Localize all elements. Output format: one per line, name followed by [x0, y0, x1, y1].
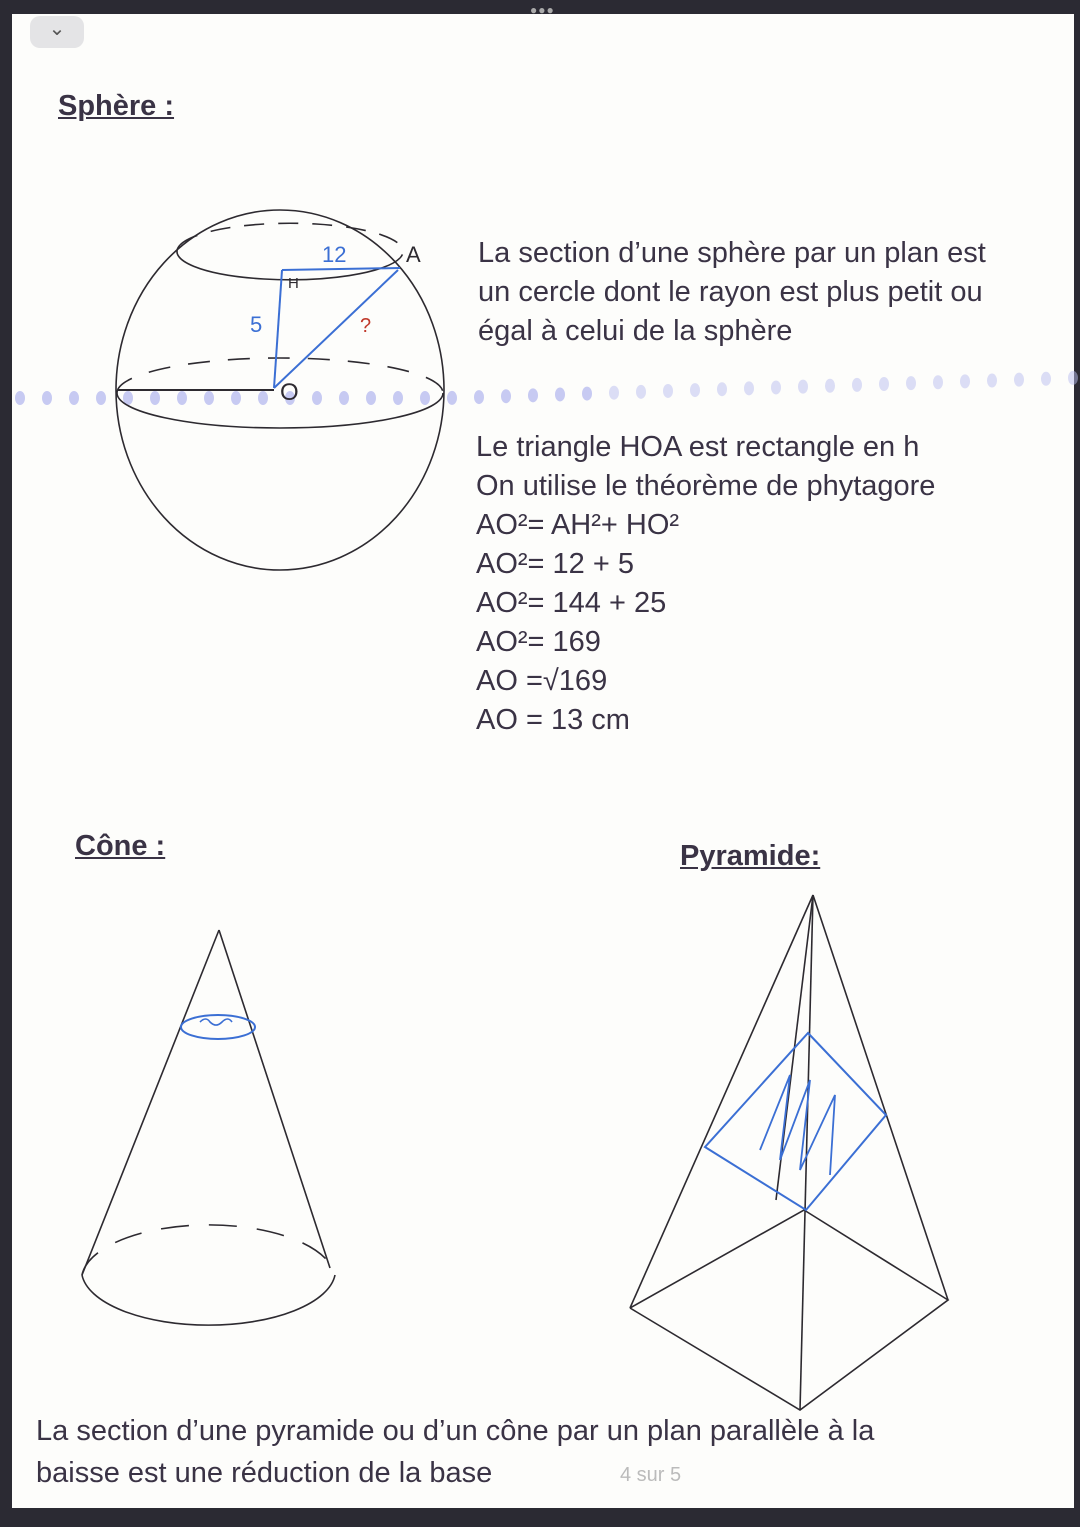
scan-dot: [528, 388, 538, 402]
label-a: A: [406, 242, 421, 267]
pyramid-heading: Pyramide:: [680, 840, 821, 872]
label-o: O: [280, 379, 299, 406]
scan-dot: [69, 391, 79, 405]
scan-dot: [258, 391, 268, 405]
scan-dot: [906, 376, 916, 390]
equation-line: AO²= 144 + 25: [476, 587, 667, 619]
scan-dot: [798, 380, 808, 394]
chevron-down-icon: ⌄: [48, 18, 66, 40]
scan-dot: [150, 391, 160, 405]
scan-dot: [1068, 371, 1078, 385]
ellipsis-icon[interactable]: ●●●: [530, 3, 555, 17]
scan-dot: [771, 380, 781, 394]
scan-dot: [447, 391, 457, 405]
text-line: On utilise le théorème de phytagore: [476, 470, 936, 502]
cone-figure: [82, 930, 335, 1325]
label-h: H: [288, 275, 299, 292]
scan-dot: [555, 387, 565, 401]
text-line: Le triangle HOA est rectangle en h: [476, 431, 920, 463]
scan-dot: [933, 375, 943, 389]
scan-dot: [15, 391, 25, 405]
text-line: La section d’une pyramide ou d’un cône par un plan parallèle à la: [36, 1415, 875, 1447]
sphere-heading: Sphère :: [58, 90, 175, 122]
scan-dot: [825, 379, 835, 393]
scan-dot: [636, 385, 646, 399]
text-line: baisse est une réduction de la base: [36, 1457, 493, 1489]
scan-dot: [744, 381, 754, 395]
label-ha: 12: [322, 242, 347, 267]
scan-dot: [501, 389, 511, 403]
scan-dot: [393, 391, 403, 405]
scan-dot: [852, 378, 862, 392]
text-line: égal à celui de la sphère: [478, 315, 793, 347]
pyramid-figure: [630, 895, 948, 1410]
scan-dot: [690, 383, 700, 397]
label-ao: ?: [360, 315, 372, 337]
scan-dot: [420, 391, 430, 405]
equation-line: AO²= 12 + 5: [476, 548, 634, 580]
scan-dot: [609, 386, 619, 400]
sphere-figure: [116, 210, 444, 570]
equation-line: AO =√169: [476, 665, 608, 697]
label-ho: 5: [250, 312, 263, 337]
cone-heading: Cône :: [75, 830, 166, 862]
scan-dot: [663, 384, 673, 398]
scan-dot: [339, 391, 349, 405]
text-line: La section d’une sphère par un plan est: [478, 237, 986, 269]
scan-dot: [879, 377, 889, 391]
scan-dot: [1041, 372, 1051, 386]
scan-dot: [582, 387, 592, 401]
scan-dot: [1014, 373, 1024, 387]
scan-dot: [96, 391, 106, 405]
scan-dot: [960, 374, 970, 388]
text-line: un cercle dont le rayon est plus petit ou: [478, 276, 983, 308]
scan-dot: [717, 382, 727, 396]
scan-dot: [177, 391, 187, 405]
equation-line: AO²= AH²+ HO²: [476, 509, 680, 541]
scan-dot: [987, 374, 997, 388]
equation-line: AO²= 169: [476, 626, 601, 658]
scan-dot: [204, 391, 214, 405]
scan-dot: [42, 391, 52, 405]
scan-dots: [15, 371, 1078, 405]
scan-dot: [312, 391, 322, 405]
scan-dot: [231, 391, 241, 405]
scan-dot: [366, 391, 376, 405]
page-indicator: 4 sur 5: [620, 1464, 682, 1486]
equation-line: AO = 13 cm: [476, 704, 630, 736]
scan-dot: [474, 390, 484, 404]
